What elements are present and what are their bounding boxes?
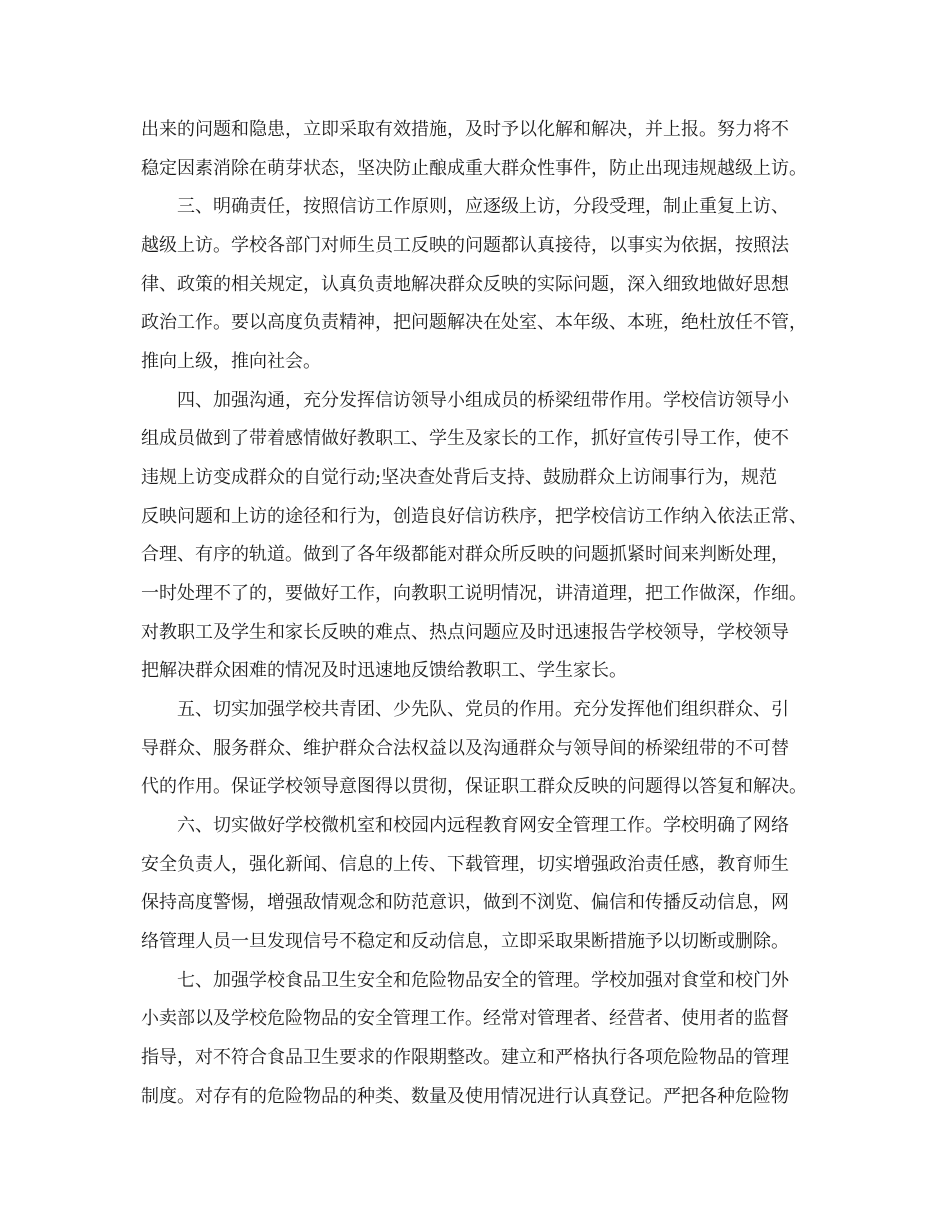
text-line: 安全负责人，强化新闻、信息的上传、下载管理，切实增强政治责任感，教育师生 <box>141 854 789 875</box>
text-line: 越级上访。学校各部门对师生员工反映的问题都认真接待，以事实为依据，按照法 <box>141 235 789 256</box>
text-line: 合理、有序的轨道。做到了各年级都能对群众所反映的问题抓紧时间来判断处理， <box>141 544 789 565</box>
paragraph-heading-7: 七、加强学校食品卫生安全和危险物品安全的管理。学校加强对食堂和校门外 <box>177 970 789 991</box>
paragraph-heading-6: 六、切实做好学校微机室和校园内远程教育网安全管理工作。学校明确了网络 <box>177 815 789 836</box>
text-line: 对教职工及学生和家长反映的难点、热点问题应及时迅速报告学校领导，学校领导 <box>141 622 789 643</box>
text-line: 律、政策的相关规定，认真负责地解决群众反映的实际问题，深入细致地做好思想 <box>141 274 789 295</box>
text-line: 保持高度警惕，增强敌情观念和防范意识，做到不浏览、偏信和传播反动信息，网 <box>141 892 789 913</box>
text-line: 制度。对存有的危险物品的种类、数量及使用情况进行认真登记。严把各种危险物 <box>141 1086 789 1107</box>
text-line: 代的作用。保证学校领导意图得以贯彻，保证职工群众反映的问题得以答复和解决。 <box>141 776 807 797</box>
text-line: 组成员做到了带着感情做好教职工、学生及家长的工作，抓好宣传引导工作，使不 <box>141 428 789 449</box>
text-line: 反映问题和上访的途径和行为，创造良好信访秩序，把学校信访工作纳入依法正常、 <box>141 506 807 527</box>
text-line: 违规上访变成群众的自觉行动;坚决查处背后支持、鼓励群众上访闹事行为，规范 <box>141 467 778 488</box>
paragraph-heading-4: 四、加强沟通，充分发挥信访领导小组成员的桥梁纽带作用。学校信访领导小 <box>177 390 789 411</box>
text-line: 政治工作。要以高度负责精神，把问题解决在处室、本年级、本班，绝杜放任不管， <box>141 312 807 333</box>
text-line: 推向上级，推向社会。 <box>141 351 321 372</box>
paragraph-heading-3: 三、明确责任，按照信访工作原则，应逐级上访，分段受理，制止重复上访、 <box>177 196 789 217</box>
text-line: 出来的问题和隐患，立即采取有效措施，及时予以化解和解决，并上报。努力将不 <box>141 119 789 140</box>
text-line: 小卖部以及学校危险物品的安全管理工作。经常对管理者、经营者、使用者的监督 <box>141 1008 789 1029</box>
paragraph-heading-5: 五、切实加强学校共青团、少先队、党员的作用。充分发挥他们组织群众、引 <box>177 699 789 720</box>
text-line: 导群众、服务群众、维护群众合法权益以及沟通群众与领导间的桥梁纽带的不可替 <box>141 738 789 759</box>
text-line: 指导，对不符合食品卫生要求的作限期整改。建立和严格执行各项危险物品的管理 <box>141 1047 789 1068</box>
text-line: 络管理人员一旦发现信号不稳定和反动信息，立即采取果断措施予以切断或删除。 <box>141 931 789 952</box>
text-line: 稳定因素消除在萌芽状态，坚决防止酿成重大群众性事件，防止出现违规越级上访。 <box>141 158 807 179</box>
text-line: 把解决群众困难的情况及时迅速地反馈给教职工、学生家长。 <box>141 660 627 681</box>
text-line: 一时处理不了的，要做好工作，向教职工说明情况，讲清道理，把工作做深，作细。 <box>141 583 807 604</box>
